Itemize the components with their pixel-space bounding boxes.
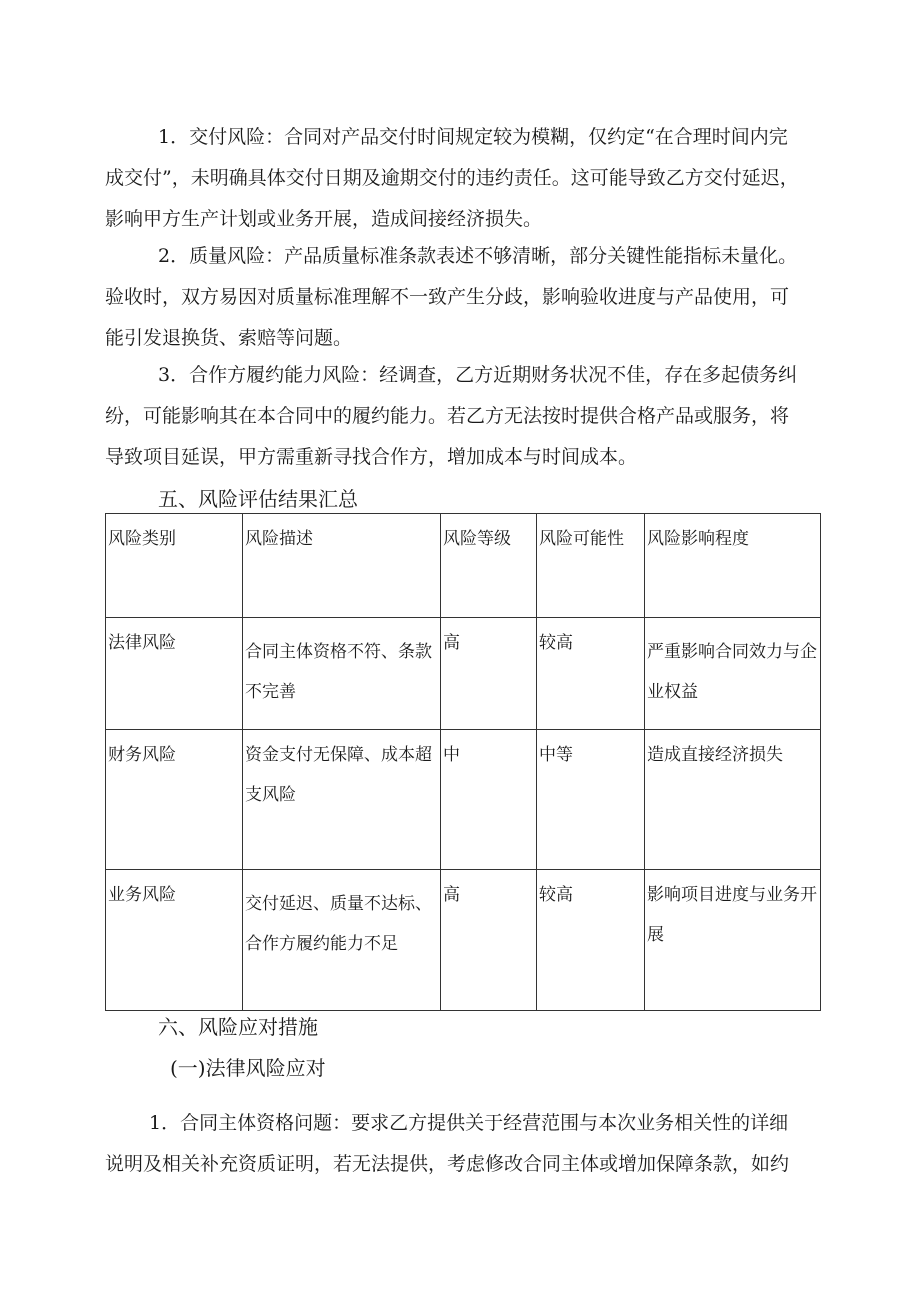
risk-level-cell: 高 xyxy=(441,618,537,730)
section-5-heading: 五、风险评估结果汇总 xyxy=(158,487,358,511)
table-header-row xyxy=(106,514,821,618)
risk-level-cell: 高 xyxy=(441,870,537,1011)
text-line: 1．合同主体资格问题：要求乙方提供关于经营范围与本次业务相关性的详细 xyxy=(149,1112,789,1134)
text-line: 纷，可能影响其在本合同中的履约能力。若乙方无法按时提供合格产品或服务，将 xyxy=(105,405,790,427)
header-cell: 风险可能性 xyxy=(537,514,645,618)
risk-description-cell: 交付延迟、质量不达标、合作方履约能力不足 xyxy=(243,870,441,1011)
risk-category-cell: 业务风险 xyxy=(106,870,243,1011)
text-line: 3．合作方履约能力风险：经调查，乙方近期财务状况不佳，存在多起债务纠 xyxy=(158,364,798,386)
text-line: 1．交付风险：合同对产品交付时间规定较为模糊，仅约定“在合理时间内完 xyxy=(158,126,788,148)
text-line: 影响甲方生产计划或业务开展，造成间接经济损失。 xyxy=(105,208,543,230)
text-line: 验收时，双方易因对质量标准理解不一致产生分歧，影响验收进度与产品使用，可 xyxy=(105,286,790,308)
risk-assessment-table xyxy=(105,513,821,1011)
text-line: 能引发退换货、索赔等问题。 xyxy=(105,327,353,349)
risk-impact-cell: 影响项目进度与业务开展 xyxy=(645,870,821,1011)
text-line: 说明及相关补充资质证明，若无法提供，考虑修改合同主体或增加保障条款，如约 xyxy=(105,1153,790,1175)
risk-likelihood-cell: 较高 xyxy=(537,870,645,1011)
table-row xyxy=(106,618,821,730)
risk-description-cell: 合同主体资格不符、条款不完善 xyxy=(243,618,441,730)
risk-category-cell: 法律风险 xyxy=(106,618,243,730)
table-row xyxy=(106,870,821,1011)
section-6-heading: 六、风险应对措施 xyxy=(158,1015,318,1039)
paragraph-quality-risk xyxy=(105,236,821,359)
header-cell: 风险描述 xyxy=(243,514,441,618)
risk-level-cell: 中 xyxy=(441,730,537,870)
risk-likelihood-cell: 中等 xyxy=(537,730,645,870)
header-cell: 风险影响程度 xyxy=(645,514,821,618)
subsection-legal-heading: (一)法律风险应对 xyxy=(170,1056,326,1080)
header-cell: 风险等级 xyxy=(441,514,537,618)
text-line: 导致项目延误，甲方需重新寻找合作方，增加成本与时间成本。 xyxy=(105,446,638,468)
risk-likelihood-cell: 较高 xyxy=(537,618,645,730)
risk-category-cell: 财务风险 xyxy=(106,730,243,870)
paragraph-delivery-risk xyxy=(105,117,821,240)
paragraph-partner-risk xyxy=(105,355,821,478)
risk-description-cell: 资金支付无保障、成本超支风险 xyxy=(243,730,441,870)
text-line: 成交付”，未明确具体交付日期及逾期交付的违约责任。这可能导致乙方交付延迟， xyxy=(105,167,799,189)
header-cell: 风险类别 xyxy=(106,514,243,618)
paragraph-contract-subject xyxy=(105,1103,821,1185)
risk-impact-cell: 严重影响合同效力与企业权益 xyxy=(645,618,821,730)
risk-impact-cell: 造成直接经济损失 xyxy=(645,730,821,870)
text-line: 2．质量风险：产品质量标准条款表述不够清晰，部分关键性能指标未量化。 xyxy=(158,245,798,267)
table-row xyxy=(106,730,821,870)
